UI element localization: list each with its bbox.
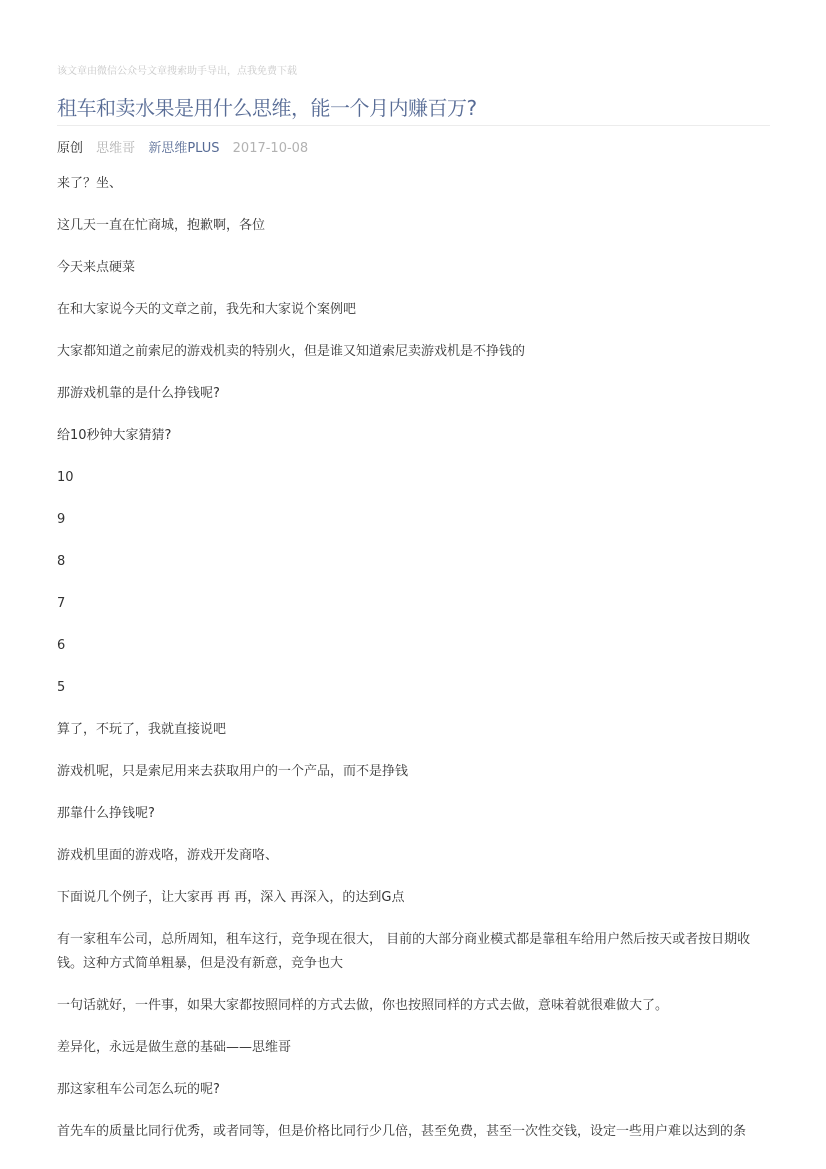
- paragraph: 6: [57, 638, 66, 653]
- paragraph: 那靠什么挣钱呢?: [57, 806, 155, 821]
- paragraph: 首先车的质量比同行优秀，或者同等，但是价格比同行少几倍，甚至免费，甚至一次性交钱，设定一些用户难以达到的条: [57, 1124, 747, 1139]
- paragraph: 10: [57, 470, 74, 485]
- paragraph: 游戏机呢，只是索尼用来去获取用户的一个产品，而不是挣钱: [57, 764, 409, 779]
- paragraph: 来了？坐、: [57, 176, 123, 191]
- paragraph: 游戏机里面的游戏咯，游戏开发商咯、: [57, 848, 279, 863]
- paragraph: 7: [57, 596, 66, 611]
- paragraph: 有一家租车公司，总所周知，租车这行，竞争现在很大， 目前的大部分商业模式都是靠租车给用户然后按天或者按日期收钱。这种方式简单粗暴，但是没有新意，竞争也大: [57, 932, 751, 971]
- export-note-link[interactable]: 该文章由微信公众号文章搜索助手导出，点我免费下载: [57, 66, 297, 77]
- paragraph: 算了，不玩了，我就直接说吧: [57, 722, 227, 737]
- paragraph: 5: [57, 680, 66, 695]
- paragraph: 8: [57, 554, 66, 569]
- paragraph: 给10秒钟大家猜猜?: [57, 428, 172, 443]
- article-body: [57, 172, 770, 1162]
- paragraph: 差异化，永远是做生意的基础——思维哥: [57, 1040, 292, 1055]
- paragraph: 在和大家说今天的文章之前，我先和大家说个案例吧: [57, 302, 357, 317]
- paragraph: 大家都知道之前索尼的游戏机卖的特别火，但是谁又知道索尼卖游戏机是不挣钱的: [57, 344, 526, 359]
- publish-date: 2017-10-08: [232, 141, 309, 156]
- paragraph: 这几天一直在忙商城，抱歉啊，各位: [57, 218, 266, 233]
- paragraph: 下面说几个例子，让大家再 再 再，深入 再深入，的达到G点: [57, 890, 405, 905]
- article-meta: [57, 140, 317, 158]
- author-name: 思维哥: [96, 141, 136, 156]
- article-title: 租车和卖水果是用什么思维，能一个月内赚百万?: [57, 96, 477, 120]
- paragraph: 那这家租车公司怎么玩的呢?: [57, 1082, 220, 1097]
- paragraph: 一句话就好，一件事，如果大家都按照同样的方式去做，你也按照同样的方式去做，意味着就很难做大了。: [57, 998, 669, 1013]
- original-tag: 原创: [57, 141, 84, 156]
- title-divider: [57, 125, 770, 126]
- paragraph: 今天来点硬菜: [57, 260, 136, 275]
- paragraph: 那游戏机靠的是什么挣钱呢?: [57, 386, 220, 401]
- account-name-link[interactable]: 新思维PLUS: [148, 141, 220, 156]
- paragraph: 9: [57, 512, 66, 527]
